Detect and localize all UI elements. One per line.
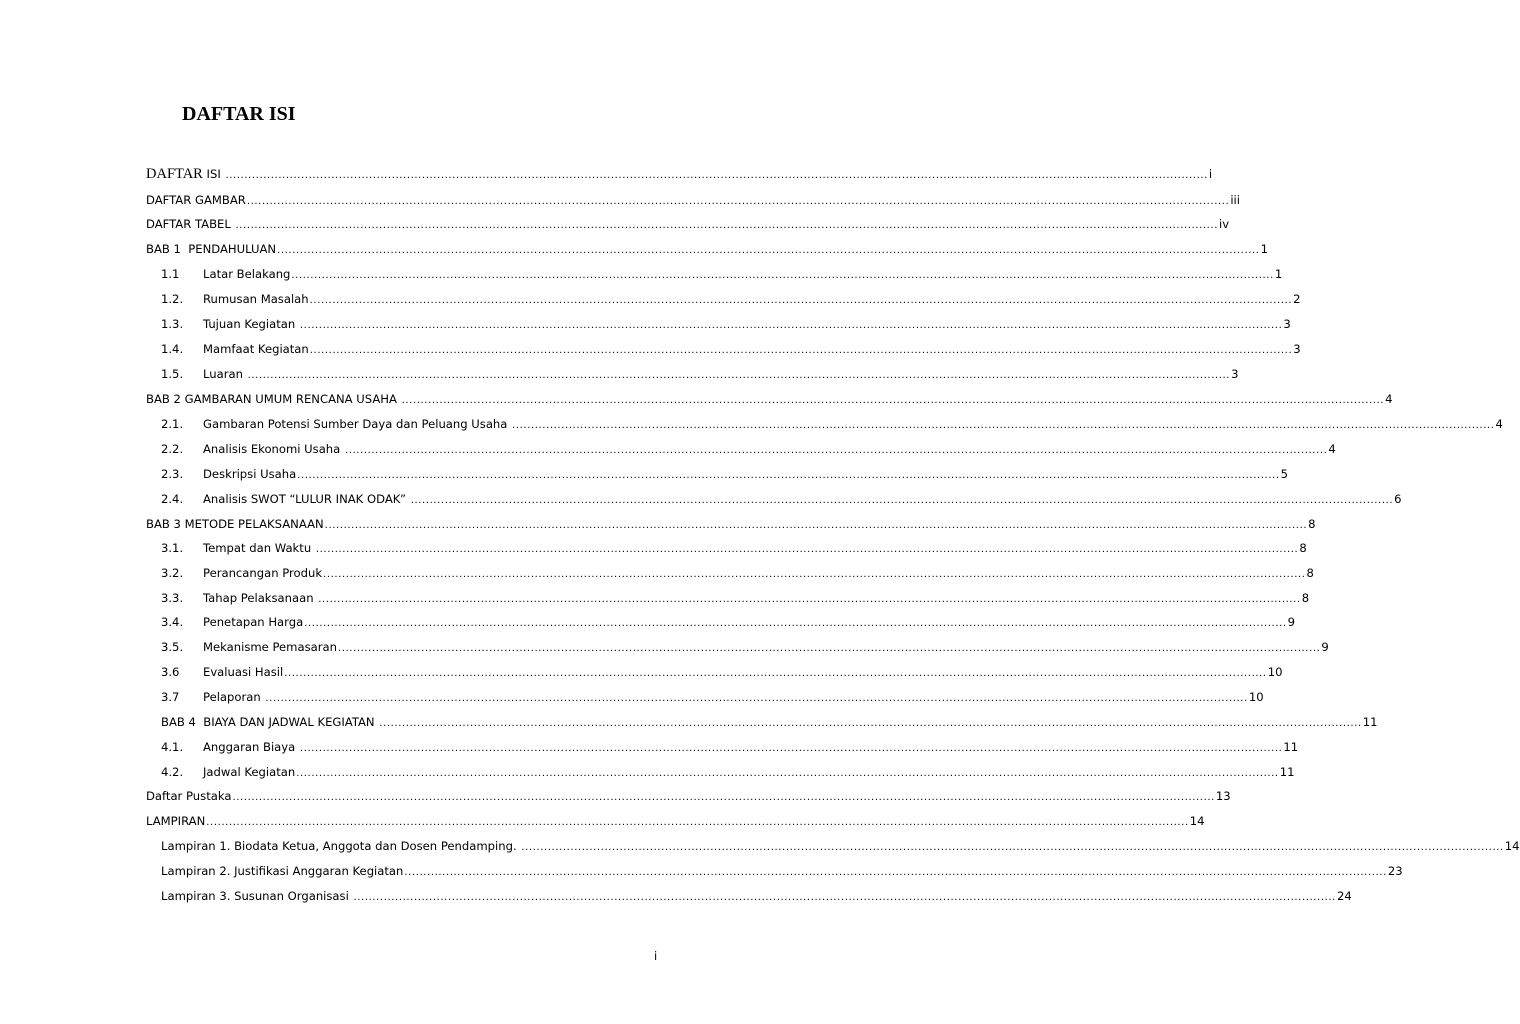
- toc-entry[interactable]: [161, 291, 1301, 309]
- toc-dot-leader: ....................................................................................................................................................................................................................................................................: [265, 693, 1248, 704]
- toc-entry-label: [146, 166, 224, 182]
- toc-entry-number: 1.1: [161, 267, 180, 281]
- toc-entry-page: 14: [1189, 814, 1205, 828]
- toc-entry-page: 14: [1504, 839, 1520, 853]
- toc-entry[interactable]: [146, 813, 1205, 831]
- toc-dot-leader: ....................................................................................................................................................................................................................................................................: [323, 569, 1306, 580]
- toc-dot-leader: ....................................................................................................................................................................................................................................................................: [353, 892, 1336, 903]
- toc-entry-page: 11: [1283, 740, 1299, 754]
- toc-entry-number: 4.2.: [161, 765, 184, 779]
- toc-entry-label: Perancangan Produk: [203, 566, 323, 580]
- toc-entry-page: 6: [1394, 492, 1402, 506]
- toc-dot-leader: ....................................................................................................................................................................................................................................................................: [277, 245, 1260, 256]
- toc-dot-leader: ....................................................................................................................................................................................................................................................................: [235, 220, 1218, 231]
- toc-entry-label: Daftar Pustaka: [146, 789, 232, 803]
- toc-entry-label: Tempat dan Waktu: [203, 541, 315, 555]
- toc-entry-page: 1: [1274, 267, 1283, 281]
- toc-entry-label: Tahap Pelaksanaan: [203, 591, 318, 605]
- toc-entry-label: Penetapan Harga: [203, 615, 304, 629]
- toc-entry-label: Analisis SWOT “LULUR INAK ODAK”: [203, 492, 410, 506]
- toc-entry-page: 3: [1231, 367, 1239, 381]
- toc-entry-page: 3: [1283, 317, 1291, 331]
- toc-dot-leader: ....................................................................................................................................................................................................................................................................: [247, 370, 1231, 381]
- toc-entry-number: 2.3.: [161, 467, 184, 481]
- toc-entry[interactable]: [146, 516, 1316, 534]
- toc-entry[interactable]: [161, 689, 1264, 707]
- toc-entry[interactable]: [161, 590, 1310, 608]
- toc-entry-label: Lampiran 2. Justifikasi Anggaran Kegiatan: [161, 864, 404, 878]
- toc-entry-page: 2: [1293, 292, 1301, 306]
- toc-entry[interactable]: [161, 664, 1283, 682]
- toc-entry-label: BAB 4 BIAYA DAN JADWAL KEGIATAN: [161, 715, 379, 729]
- toc-dot-leader: ....................................................................................................................................................................................................................................................................: [401, 395, 1385, 406]
- toc-entry[interactable]: [146, 166, 1213, 184]
- toc-dot-leader: ....................................................................................................................................................................................................................................................................: [225, 170, 1208, 181]
- toc-entry[interactable]: [161, 466, 1289, 484]
- toc-entry[interactable]: [161, 614, 1296, 632]
- toc-entry-label: BAB 3 METODE PELAKSANAAN: [146, 517, 324, 531]
- toc-dot-leader: ....................................................................................................................................................................................................................................................................: [304, 618, 1287, 629]
- toc-entry[interactable]: [161, 366, 1239, 384]
- toc-entry-label: Tujuan Kegiatan: [203, 317, 299, 331]
- toc-entry-page: iii: [1230, 193, 1240, 207]
- toc-entry[interactable]: [161, 316, 1291, 334]
- toc-entry-number: 2.4.: [161, 492, 184, 506]
- toc-entry-page: iv: [1218, 217, 1230, 231]
- toc-dot-leader: ....................................................................................................................................................................................................................................................................: [344, 445, 1328, 456]
- toc-dot-leader: ....................................................................................................................................................................................................................................................................: [232, 792, 1215, 803]
- toc-entry-number: 1.2.: [161, 292, 184, 306]
- toc-entry-page: 24: [1336, 889, 1352, 903]
- toc-entry-page: 4: [1495, 417, 1503, 431]
- toc-entry[interactable]: [161, 540, 1307, 558]
- toc-entry-number: 3.5.: [161, 640, 184, 654]
- footer-page-number: i: [654, 949, 658, 963]
- toc-entry-page: 8: [1308, 517, 1316, 531]
- toc-entry-label: Lampiran 1. Biodata Ketua, Anggota dan Dosen Pendamping.: [161, 839, 521, 853]
- toc-dot-leader: ....................................................................................................................................................................................................................................................................: [246, 196, 1230, 207]
- toc-entry[interactable]: [161, 491, 1402, 509]
- toc-dot-leader: ....................................................................................................................................................................................................................................................................: [318, 594, 1301, 605]
- toc-dot-leader: ....................................................................................................................................................................................................................................................................: [299, 743, 1283, 754]
- toc-dot-leader: ....................................................................................................................................................................................................................................................................: [206, 817, 1189, 828]
- toc-entry[interactable]: [161, 639, 1329, 657]
- toc-entry-label: Mamfaat Kegiatan: [203, 342, 309, 356]
- toc-entry-page: 5: [1280, 467, 1289, 481]
- toc-entry-label: Mekanisme Pemasaran: [203, 640, 337, 654]
- toc-entry-page: 11: [1362, 715, 1378, 729]
- toc-entry-page: 8: [1301, 591, 1310, 605]
- toc-dot-leader: ....................................................................................................................................................................................................................................................................: [299, 320, 1283, 331]
- toc-entry-page: 8: [1306, 566, 1314, 580]
- toc-entry[interactable]: [161, 838, 1520, 856]
- toc-entry[interactable]: [161, 764, 1295, 782]
- toc-entry-label: Luaran: [203, 367, 247, 381]
- toc-entry[interactable]: [161, 341, 1301, 359]
- toc-entry[interactable]: [146, 391, 1393, 409]
- toc-entry-page: i: [1208, 167, 1213, 181]
- toc-dot-leader: ....................................................................................................................................................................................................................................................................: [521, 842, 1504, 853]
- toc-entry[interactable]: [161, 441, 1336, 459]
- toc-entry-label-rest: ISI: [202, 167, 225, 181]
- toc-entry-label: Gambaran Potensi Sumber Daya dan Peluang Usaha: [203, 417, 512, 431]
- toc-entry-label: DAFTAR GAMBAR: [146, 193, 246, 207]
- toc-entry-number: 3.4.: [161, 615, 184, 629]
- toc-dot-leader: ....................................................................................................................................................................................................................................................................: [404, 867, 1387, 878]
- toc-entry-page: 3: [1293, 342, 1301, 356]
- toc-entry[interactable]: [161, 863, 1403, 881]
- toc-entry-number: 3.1.: [161, 541, 184, 555]
- toc-entry[interactable]: [161, 266, 1283, 284]
- toc-entry-label-lead: DAFTAR: [146, 166, 203, 182]
- toc-entry-label: BAB 2 GAMBARAN UMUM RENCANA USAHA: [146, 392, 401, 406]
- toc-entry-page: 4: [1328, 442, 1336, 456]
- toc-entry-number: 4.1.: [161, 740, 184, 754]
- toc-entry-label: Anggaran Biaya: [203, 740, 299, 754]
- toc-dot-leader: ....................................................................................................................................................................................................................................................................: [309, 345, 1293, 356]
- toc-dot-leader: ....................................................................................................................................................................................................................................................................: [324, 520, 1308, 531]
- toc-entry[interactable]: [161, 714, 1378, 732]
- toc-entry-number: 1.3.: [161, 317, 184, 331]
- toc-entry[interactable]: [146, 192, 1240, 210]
- toc-entry[interactable]: [146, 788, 1231, 806]
- toc-entry[interactable]: [146, 241, 1268, 259]
- toc-entry[interactable]: [146, 216, 1230, 234]
- toc-entry-label: LAMPIRAN: [146, 814, 206, 828]
- toc-entry-label: BAB 1 PENDAHULUAN: [146, 242, 277, 256]
- toc-dot-leader: ....................................................................................................................................................................................................................................................................: [297, 470, 1280, 481]
- toc-dot-leader: ....................................................................................................................................................................................................................................................................: [291, 270, 1274, 281]
- toc-entry-label: Rumusan Masalah: [203, 292, 309, 306]
- toc-entry-number: 1.4.: [161, 342, 184, 356]
- toc-entry-label: DAFTAR TABEL: [146, 217, 235, 231]
- toc-entry-number: 3.6: [161, 665, 180, 679]
- toc-entry-page: 11: [1279, 765, 1295, 779]
- toc-dot-leader: ....................................................................................................................................................................................................................................................................: [410, 495, 1394, 506]
- toc-entry-label: Deskripsi Usaha: [203, 467, 297, 481]
- toc-entry-page: 13: [1215, 789, 1231, 803]
- toc-entry[interactable]: [161, 416, 1503, 434]
- toc-dot-leader: ....................................................................................................................................................................................................................................................................: [379, 718, 1362, 729]
- toc-entry-number: 1.5.: [161, 367, 184, 381]
- toc-entry-page: 8: [1299, 541, 1307, 555]
- toc-entry-number: 3.7: [161, 690, 180, 704]
- toc-entry-label: Latar Belakang: [203, 267, 291, 281]
- toc-entry-number: 2.1.: [161, 417, 184, 431]
- toc-entry[interactable]: [161, 565, 1314, 583]
- toc-entry-number: 2.2.: [161, 442, 184, 456]
- toc-entry-page: 9: [1321, 640, 1329, 654]
- page-title: DAFTAR ISI: [182, 103, 296, 125]
- toc-entry-page: 23: [1387, 864, 1403, 878]
- toc-entry-label: Evaluasi Hasil: [203, 665, 284, 679]
- toc-dot-leader: ....................................................................................................................................................................................................................................................................: [309, 295, 1293, 306]
- toc-dot-leader: ....................................................................................................................................................................................................................................................................: [512, 420, 1495, 431]
- toc-dot-leader: ....................................................................................................................................................................................................................................................................: [284, 668, 1267, 679]
- toc-dot-leader: ....................................................................................................................................................................................................................................................................: [296, 768, 1279, 779]
- toc-entry-label: Lampiran 3. Susunan Organisasi: [161, 889, 353, 903]
- toc-entry-number: 3.3.: [161, 591, 184, 605]
- toc-entry[interactable]: [161, 888, 1352, 906]
- toc-entry-label: Analisis Ekonomi Usaha: [203, 442, 344, 456]
- toc-entry-label: Pelaporan: [203, 690, 265, 704]
- toc-entry-page: 10: [1248, 690, 1264, 704]
- toc-entry-label: Jadwal Kegiatan: [203, 765, 296, 779]
- toc-entry-page: 10: [1267, 665, 1283, 679]
- toc-entry-page: 4: [1385, 392, 1393, 406]
- toc-entry-page: 1: [1260, 242, 1268, 256]
- toc-dot-leader: ....................................................................................................................................................................................................................................................................: [315, 544, 1299, 555]
- toc-entry-page: 9: [1287, 615, 1296, 629]
- toc-entry[interactable]: [161, 739, 1299, 757]
- toc-entry-number: 3.2.: [161, 566, 184, 580]
- toc-dot-leader: ....................................................................................................................................................................................................................................................................: [337, 643, 1321, 654]
